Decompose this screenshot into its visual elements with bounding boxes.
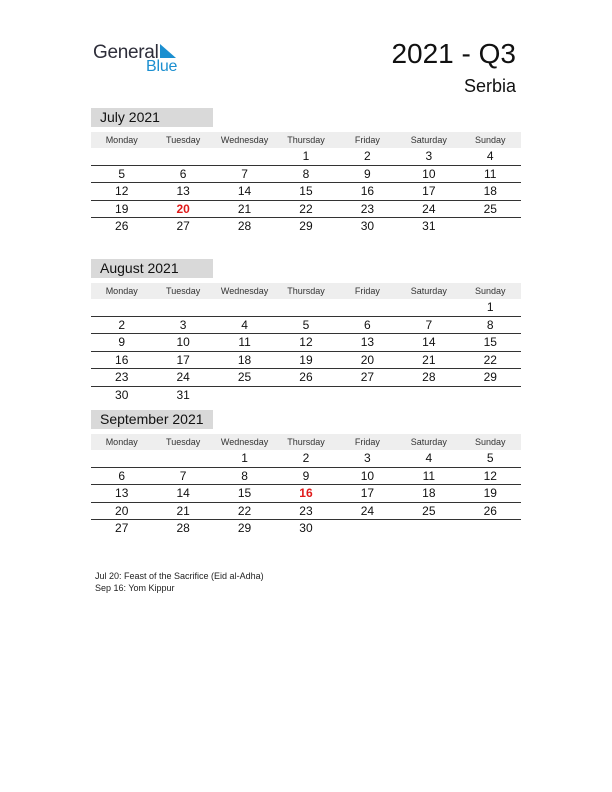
weekday-label: Friday [354, 286, 380, 296]
date-cell: 10 [360, 468, 375, 483]
date-cell: 22 [237, 503, 252, 518]
month-september [91, 410, 521, 537]
date-cell: 8 [486, 317, 494, 332]
date-cell: 15 [483, 335, 497, 349]
date-cell: 21 [176, 503, 190, 518]
date-cell: 7 [241, 166, 248, 181]
logo [93, 42, 193, 78]
date-cell: 27 [176, 219, 190, 233]
date-cell: 6 [179, 166, 187, 181]
date-cell: 23 [115, 370, 129, 384]
week-row [91, 387, 521, 404]
weekday-label: Tuesday [166, 286, 201, 296]
date-cell: 27 [115, 521, 129, 535]
weekday-label: Sunday [474, 286, 506, 296]
country-name: Serbia [463, 76, 516, 96]
page-title: 2021 - Q3 [391, 38, 516, 69]
weekday-label: Friday [354, 437, 380, 447]
date-cell: 15 [237, 486, 252, 500]
date-cell: 21 [237, 201, 252, 216]
date-cell: 5 [486, 451, 494, 465]
date-cell: 25 [483, 201, 497, 216]
empty-date-cell [460, 218, 521, 235]
empty-date-cell [152, 299, 213, 316]
empty-date-cell [91, 148, 152, 165]
empty-date-cell [91, 450, 152, 467]
weekday-label: Saturday [410, 135, 447, 145]
date-cell: 28 [176, 521, 190, 535]
holiday-date-cell: 20 [176, 201, 190, 216]
date-cell: 11 [484, 166, 497, 181]
date-cell: 15 [299, 184, 313, 198]
date-cell: 1 [486, 300, 494, 314]
date-cell: 26 [299, 370, 313, 384]
date-cell: 25 [422, 503, 436, 518]
holiday-note: Jul 20: Feast of the Sacrifice (Eid al-Adha) [95, 571, 264, 581]
logo-triangle-icon [160, 44, 176, 58]
date-cell: 31 [422, 219, 436, 233]
weekday-label: Tuesday [166, 437, 201, 447]
date-cell: 20 [360, 352, 375, 367]
empty-date-cell [152, 148, 213, 165]
weekday-label: Monday [105, 437, 138, 447]
date-cell: 17 [360, 486, 375, 500]
empty-date-cell [398, 520, 459, 537]
date-cell: 18 [237, 352, 252, 367]
date-cell: 13 [176, 184, 190, 198]
logo-general-text: General [93, 42, 159, 63]
week-row [91, 369, 521, 387]
holiday-notes [95, 570, 264, 594]
weekday-header-row [91, 132, 521, 148]
date-cell: 24 [176, 370, 190, 384]
empty-date-cell [275, 387, 336, 404]
empty-date-cell [460, 387, 521, 404]
weekday-label: Monday [105, 286, 138, 296]
weekday-header-row [91, 283, 521, 299]
date-cell: 12 [299, 335, 313, 349]
date-cell: 19 [115, 201, 129, 216]
empty-date-cell [398, 299, 459, 316]
weekday-label: Tuesday [166, 135, 201, 145]
date-cell: 30 [299, 521, 313, 535]
date-cell: 16 [360, 184, 375, 198]
date-cell: 22 [299, 201, 313, 216]
weekday-label: Thursday [287, 286, 325, 296]
date-cell: 19 [483, 486, 497, 500]
date-cell: 29 [299, 219, 313, 233]
empty-date-cell [337, 387, 398, 404]
date-cell: 19 [299, 352, 313, 367]
date-cell: 18 [483, 184, 497, 198]
date-cell: 14 [176, 486, 190, 500]
date-cell: 12 [115, 184, 129, 198]
date-cell: 13 [115, 486, 129, 500]
date-cell: 17 [422, 184, 436, 198]
weekday-label: Thursday [287, 437, 325, 447]
date-cell: 10 [176, 335, 190, 349]
week-row [91, 148, 521, 166]
weekday-label: Saturday [410, 437, 447, 447]
date-cell: 5 [302, 317, 310, 332]
empty-date-cell [398, 387, 459, 404]
date-cell: 12 [483, 468, 497, 483]
week-row [91, 520, 521, 537]
empty-date-cell [460, 520, 521, 537]
date-cell: 8 [302, 166, 310, 181]
week-row [91, 334, 521, 352]
weekday-label: Sunday [474, 437, 506, 447]
date-cell: 27 [360, 370, 375, 384]
date-cell: 25 [237, 370, 252, 384]
date-cell: 4 [241, 317, 248, 332]
logo-blue-text: Blue [146, 58, 178, 75]
date-cell: 9 [302, 468, 310, 483]
week-row [91, 166, 521, 184]
month-title: September 2021 [91, 410, 213, 429]
date-cell: 11 [422, 468, 436, 483]
date-cell: 11 [238, 335, 251, 349]
week-row [91, 450, 521, 468]
date-cell: 30 [115, 387, 129, 402]
weekday-label: Wednesday [220, 286, 269, 296]
date-cell: 10 [422, 166, 436, 181]
date-cell: 5 [118, 166, 126, 181]
date-cell: 14 [422, 335, 436, 349]
holiday-date-cell: 16 [299, 486, 313, 500]
date-cell: 29 [237, 521, 252, 535]
date-cell: 4 [425, 451, 433, 465]
date-cell: 16 [115, 352, 129, 367]
date-cell: 23 [360, 201, 375, 216]
date-cell: 23 [299, 503, 313, 518]
empty-date-cell [214, 148, 275, 165]
date-cell: 22 [483, 352, 497, 367]
week-row [91, 503, 521, 521]
weekday-label: Saturday [410, 286, 447, 296]
week-row [91, 317, 521, 335]
empty-date-cell [214, 387, 275, 404]
weekday-label: Wednesday [220, 437, 269, 447]
date-cell: 28 [237, 219, 252, 233]
date-cell: 3 [179, 317, 187, 332]
date-cell: 6 [364, 317, 371, 332]
date-cell: 26 [115, 219, 129, 233]
month-august [91, 259, 521, 403]
date-cell: 21 [422, 352, 436, 367]
date-cell: 30 [360, 219, 375, 233]
weekday-label: Friday [354, 135, 380, 145]
weekday-header-row [91, 434, 521, 450]
date-cell: 6 [118, 468, 126, 483]
week-row [91, 468, 521, 486]
date-cell: 31 [176, 387, 190, 402]
empty-date-cell [152, 450, 213, 467]
empty-date-cell [214, 299, 275, 316]
date-cell: 24 [422, 201, 436, 216]
date-cell: 7 [179, 468, 187, 483]
date-cell: 17 [176, 352, 190, 367]
holiday-note: Sep 16: Yom Kippur [95, 583, 175, 593]
weekday-label: Monday [105, 135, 138, 145]
date-cell: 2 [364, 149, 371, 163]
date-cell: 26 [483, 503, 497, 518]
empty-date-cell [275, 299, 336, 316]
week-row [91, 352, 521, 370]
date-cell: 3 [425, 149, 433, 163]
month-july [91, 108, 521, 235]
weekday-label: Wednesday [220, 135, 269, 145]
date-cell: 9 [118, 335, 126, 349]
date-cell: 3 [364, 451, 371, 465]
date-cell: 24 [360, 503, 375, 518]
date-cell: 1 [241, 451, 248, 465]
date-cell: 8 [241, 468, 248, 483]
date-cell: 2 [302, 451, 310, 465]
month-title: August 2021 [91, 259, 213, 278]
date-cell: 20 [115, 503, 129, 518]
date-cell: 1 [302, 149, 310, 163]
empty-date-cell [337, 520, 398, 537]
week-row [91, 299, 521, 317]
month-title: July 2021 [91, 108, 213, 127]
weekday-label: Thursday [287, 135, 325, 145]
date-cell: 13 [360, 335, 375, 349]
week-row [91, 485, 521, 503]
date-cell: 14 [237, 184, 252, 198]
date-cell: 18 [422, 486, 436, 500]
weekday-label: Sunday [474, 135, 506, 145]
week-row [91, 201, 521, 219]
date-cell: 28 [422, 370, 436, 384]
date-cell: 9 [364, 166, 371, 181]
date-cell: 7 [425, 317, 433, 332]
empty-date-cell [91, 299, 152, 316]
date-cell: 2 [118, 317, 126, 332]
empty-date-cell [337, 299, 398, 316]
week-row [91, 218, 521, 235]
date-cell: 4 [486, 149, 494, 163]
date-cell: 29 [483, 370, 497, 384]
week-row [91, 183, 521, 201]
